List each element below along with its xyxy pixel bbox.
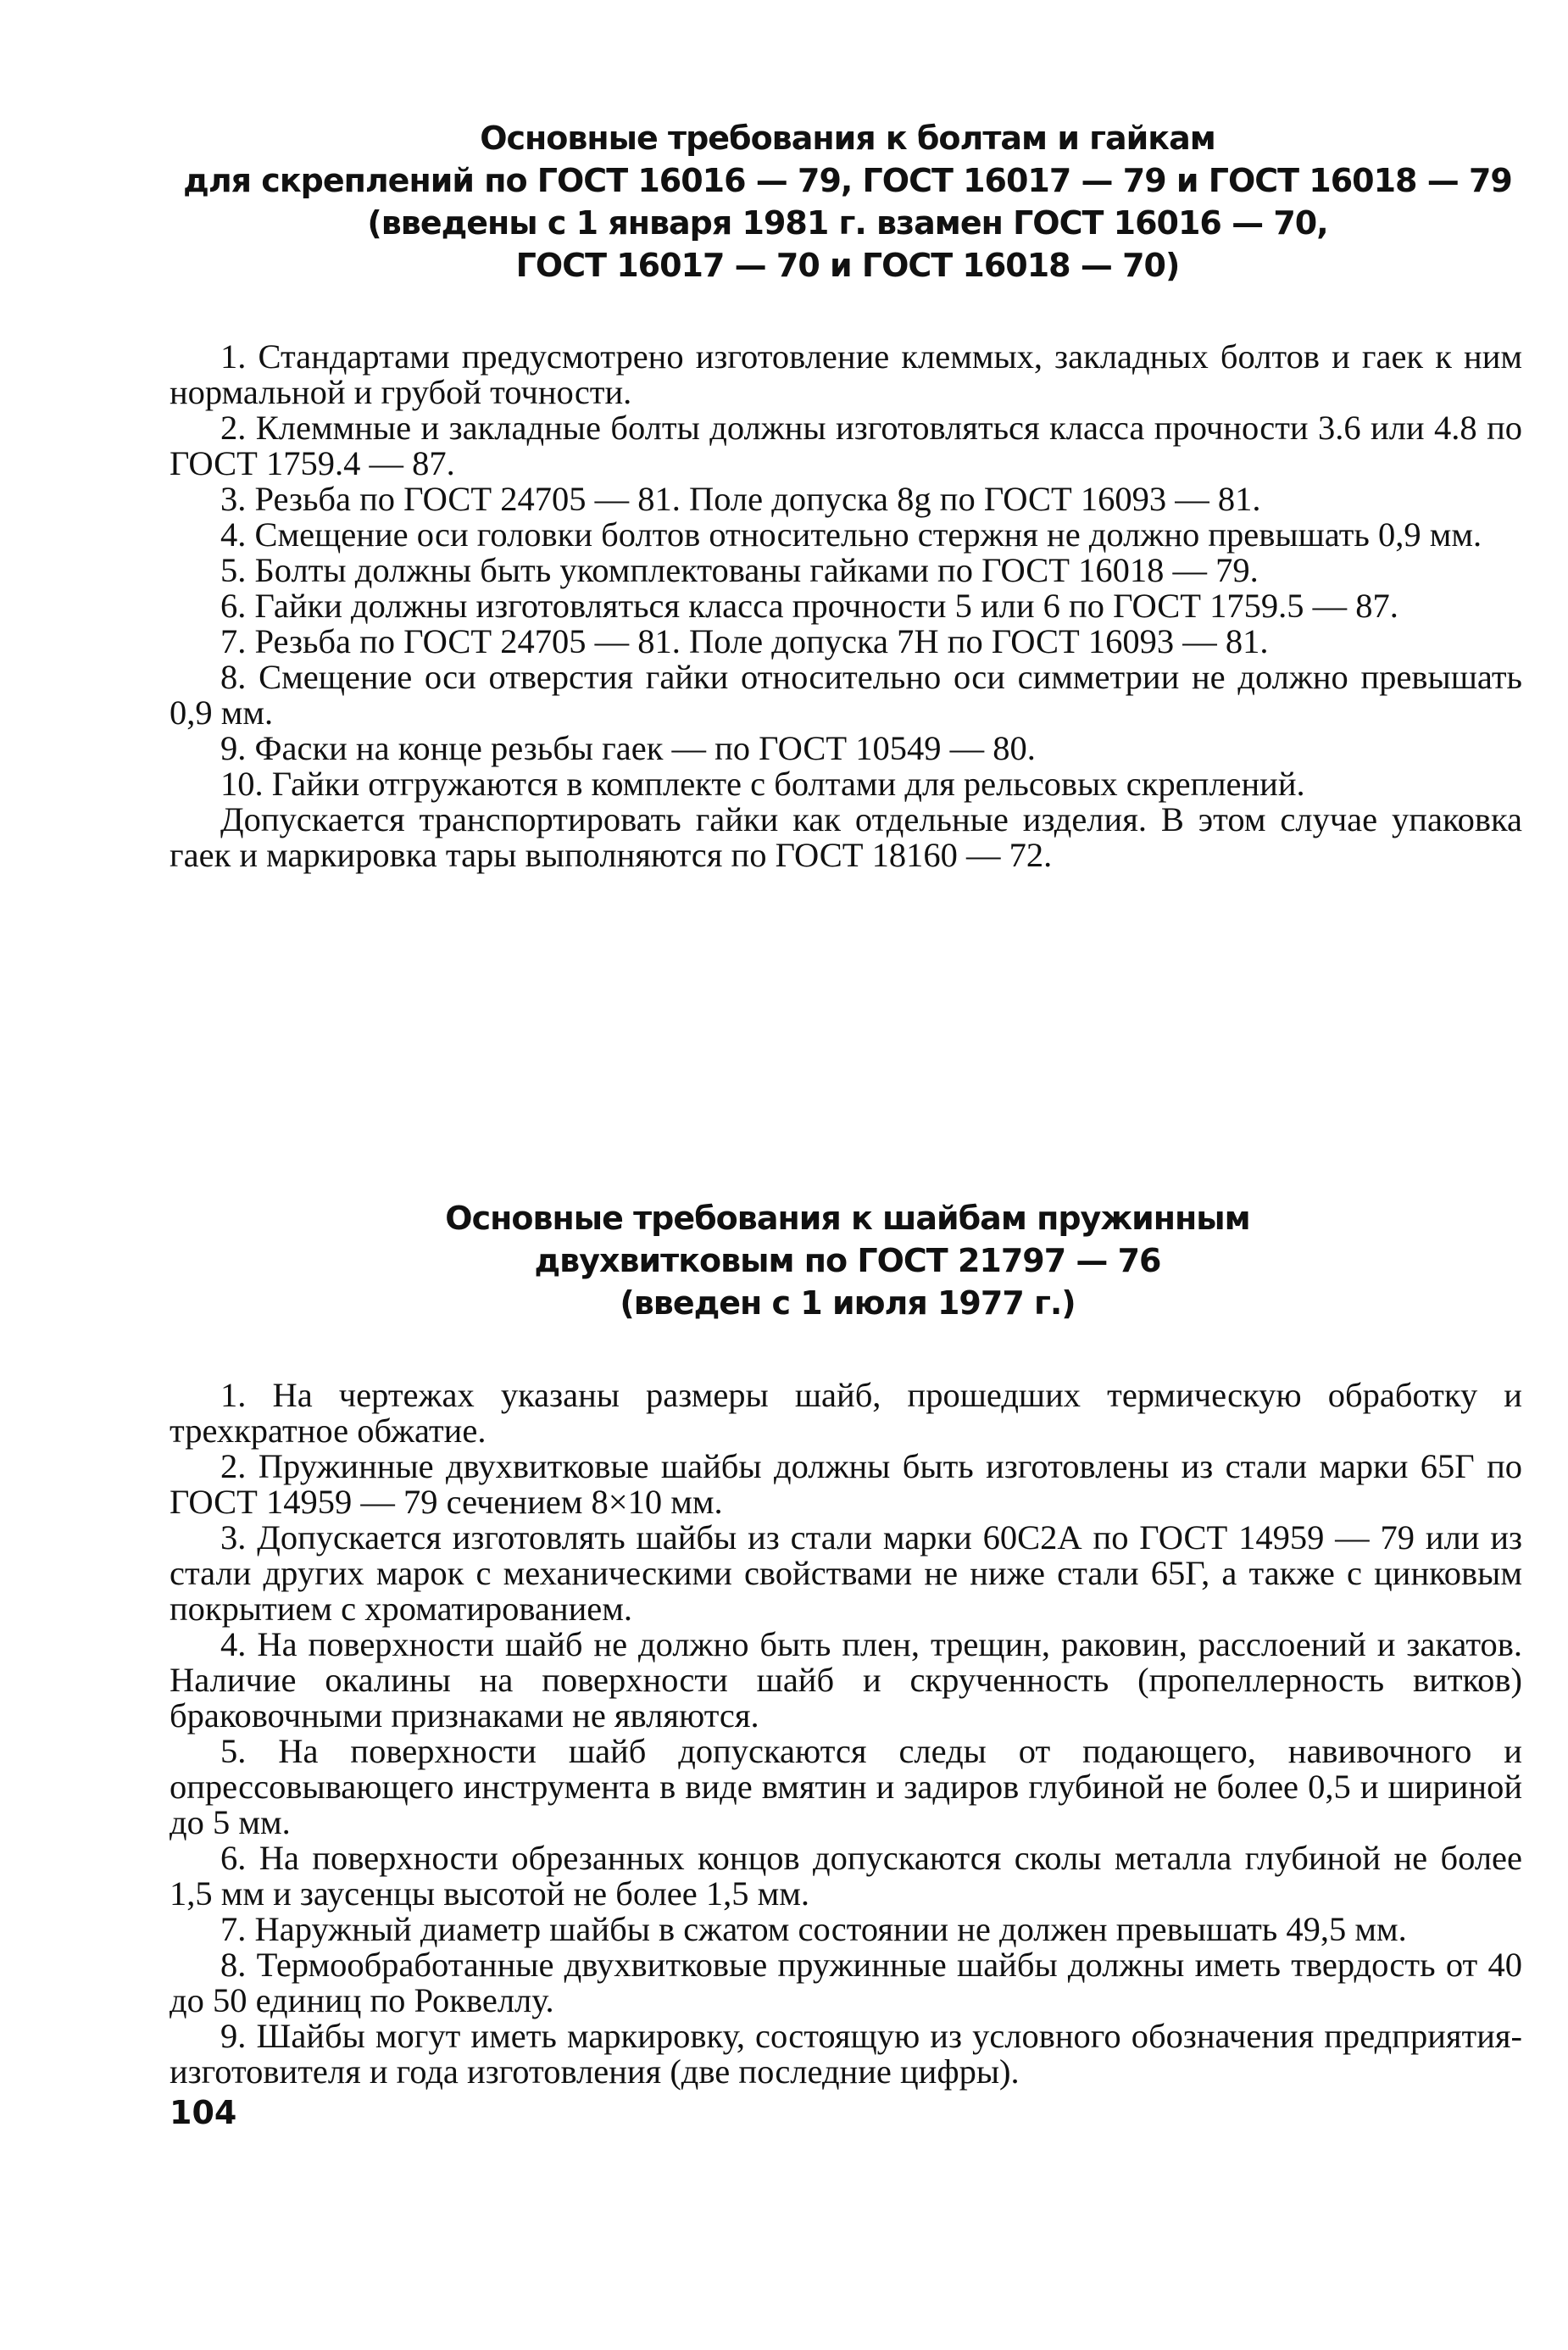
section-body-bolts-nuts xyxy=(170,339,1522,873)
paragraph: 4. На поверхности шайб не должно быть плен, трещин, раковин, расслоений и закатов. Наличие окалины на поверхности шайб и скрученность (пропеллерность витков) браковочными признаками не являются. xyxy=(170,1625,1522,1735)
paragraph: Допускается транспортировать гайки как отдельные изделия. В этом случае упаковка гаек и маркировка тары выполняются по ГОСТ 18160 — 72. xyxy=(170,800,1522,874)
paragraph: 8. Смещение оси отверстия гайки относительно оси симметрии не должно превышать 0,9 мм. xyxy=(170,658,1522,732)
paragraph: 10. Гайки отгружаются в комплекте с болтами для рельсовых скреплений. xyxy=(220,765,1305,803)
heading-line: (введены с 1 января 1981 г. взамен ГОСТ 16016 — 70, xyxy=(367,204,1328,242)
paragraph: 3. Допускается изготовлять шайбы из стали марки 60С2А по ГОСТ 14959 — 79 или из стали других марок с механическими свойствами не ниже стали 65Г, а также с цинковым покрытием с хроматированием. xyxy=(170,1518,1522,1628)
section-heading-bolts-nuts xyxy=(170,117,1526,287)
paragraph: 8. Термообработанные двухвитковые пружинные шайбы должны иметь твердость от 40 до 50 единиц по Роквеллу. xyxy=(170,1946,1522,2019)
paragraph: 6. На поверхности обрезанных концов допускаются сколы металла глубиной не более 1,5 мм и заусенцы высотой не более 1,5 мм. xyxy=(170,1839,1522,1913)
paragraph: 9. Фаски на конце резьбы гаек — по ГОСТ 10549 — 80. xyxy=(220,729,1036,767)
paragraph: 5. На поверхности шайб допускаются следы от подающего, навивочного и опрессовывающего инструмента в виде вмятин и задиров глубиной не более 0,5 и шириной до 5 мм. xyxy=(170,1732,1522,1841)
heading-line: Основные требования к болтам и гайкам xyxy=(480,120,1215,157)
section-heading-spring-washers xyxy=(170,1197,1526,1324)
paragraph: 6. Гайки должны изготовляться класса прочности 5 или 6 по ГОСТ 1759.5 — 87. xyxy=(220,587,1398,625)
heading-line: двухвитковым по ГОСТ 21797 — 76 xyxy=(534,1242,1161,1279)
paragraph: 3. Резьба по ГОСТ 24705 — 81. Поле допуска 8g по ГОСТ 16093 — 81. xyxy=(220,480,1261,518)
paragraph: 1. Стандартами предусмотрено изготовление клеммых, закладных болтов и гаек к ним нормальной и грубой точности. xyxy=(170,337,1522,411)
heading-line: ГОСТ 16017 — 70 и ГОСТ 16018 — 70) xyxy=(515,247,1180,284)
paragraph: 5. Болты должны быть укомплектованы гайками по ГОСТ 16018 — 79. xyxy=(220,551,1259,589)
paragraph: 2. Клеммные и закладные болты должны изготовляться класса прочности 3.6 или 4.8 по ГОСТ 1759.4 — 87. xyxy=(170,409,1522,482)
paragraph: 7. Наружный диаметр шайбы в сжатом состоянии не должен превышать 49,5 мм. xyxy=(220,1910,1407,1948)
paragraph: 4. Смещение оси головки болтов относительно стержня не должно превышать 0,9 мм. xyxy=(220,515,1482,554)
paragraph: 7. Резьба по ГОСТ 24705 — 81. Поле допуска 7H по ГОСТ 16093 — 81. xyxy=(220,622,1269,660)
paragraph: 1. На чертежах указаны размеры шайб, прошедших термическую обработку и трехкратное обжатие. xyxy=(170,1376,1522,1450)
paragraph: 9. Шайбы могут иметь маркировку, состоящую из условного обозначения предприятия-изготовителя и года изготовления (две последние цифры). xyxy=(170,2017,1522,2091)
section-body-spring-washers xyxy=(170,1378,1522,2090)
heading-line: (введен с 1 июля 1977 г.) xyxy=(620,1284,1076,1322)
paragraph: 2. Пружинные двухвитковые шайбы должны быть изготовлены из стали марки 65Г по ГОСТ 14959 — 79 сечением 8×10 мм. xyxy=(170,1447,1522,1521)
heading-line: для скреплений по ГОСТ 16016 — 79, ГОСТ 16017 — 79 и ГОСТ 16018 — 79 xyxy=(183,162,1512,199)
page-number: 104 xyxy=(170,2094,237,2131)
heading-line: Основные требования к шайбам пружинным xyxy=(445,1200,1250,1237)
